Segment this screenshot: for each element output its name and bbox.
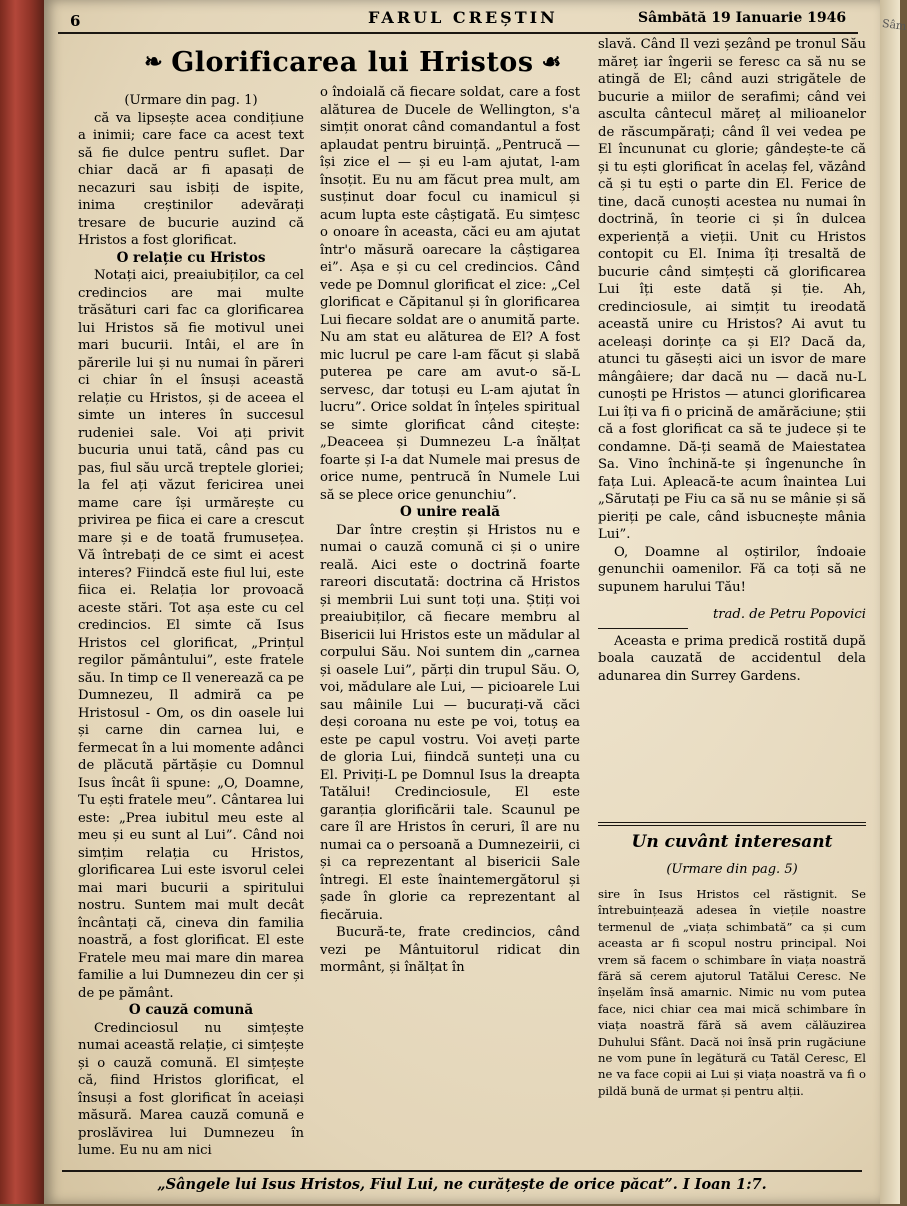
box-body	[598, 886, 866, 1099]
divider	[598, 628, 688, 629]
paragraph: Credinciosul nu simțește numai această relație, ci simțește și o cauză comună. El simțește că, fiind Hristos glorificat, el însuși a fost glorificat în aceiași măsură. Marea cauză comună e proslăvirea lui Dumnezeu în lume. Eu nu am nici	[78, 1020, 304, 1158]
left-ornament-icon: ❧	[144, 49, 164, 75]
box-title: Un cuvânt interesant	[598, 822, 866, 852]
article-title-text: Glorificarea lui Hristos	[171, 46, 534, 78]
next-page-edge	[880, 0, 907, 1204]
book-binding	[0, 0, 44, 1204]
paragraph: O, Doamne al oștirilor, îndoaie genunchii oamenilor. Fă ca toți să ne supunem harului Tău!	[598, 544, 866, 595]
column-2	[320, 84, 580, 977]
subheading: O unire reală	[400, 504, 500, 520]
paragraph: slavă. Când Il vezi șezând pe tronul Său măreț iar îngerii se feresc ca să nu se atingă de El; când auzi strigătele de bucurie a miilor de serafimi; când vei asculta cântecul măreț al milioanelor de răscumpărați; când îl vei vedea pe El încununat cu glorie; gândește-te că și tu ești glorificat în acelaș fel, văzând că și tu ești o parte din El. Ferice de tine, dacă cunoști acestea nu numai în doctrină, în teorie ci și în dulcea experiență a vieții. Unit cu Hristos contopit cu El. Inima îți tresaltă de bucurie când simțești că glorificarea Lui îți este dată și ție. Ah, credinciosule, ai simțit tu ireodată această unire cu Hristos? Ai avut tu aceleași dorințe ca și El? Dacă da, atunci tu găsești aici un isvor de mare mângâiere; dar dacă nu — dacă nu-L cunoști pe Hristos — atunci glorificarea Lui îți va fi o pricină de amărăciune; știi că a fost glorificat ca să te judece și te condamne. Dă-ți seamă de Maiestatea Sa. Vino închină-te și îngenunche în fața Lui. Apleacă-te acum înaintea Lui „Sărutați pe Fiu ca să nu se mânie și să pieriți pe cale, când isbucnește mânia Lui”.	[598, 37, 866, 542]
article-title	[92, 40, 614, 84]
page-header	[58, 6, 858, 34]
column-3	[598, 36, 866, 685]
box-continued-note: (Urmare din pag. 5)	[666, 862, 798, 877]
translator-signature: trad. de Petru Popovici	[712, 607, 866, 622]
footer-verse: „Sângele lui Isus Hristos, Fiul Lui, ne curățește de orice păcat”. I Ioan 1:7.	[62, 1170, 862, 1206]
issue-date: Sâmbătă 19 Ianuarie 1946	[638, 10, 847, 26]
paragraph: Bucură-te, frate credincios, când vezi pe Mântuitorul ridicat din mormânt, și înălțat în	[320, 925, 580, 975]
paragraph: o îndoială că fiecare soldat, care a fost alăturea de Ducele de Wellington, s'a simțit onorat când comandantul a fost aplaudat pentru biruință. „Pentrucă — își zice el — și eu l-am ajutat, l-am însoțit. Eu nu am făcut prea mult, am susținut doar focul cu inamicul și acum lupta este câștigată. Eu simțesc o onoare în aceasta, căci eu am ajutat într'o măsură oarecare la câștigarea ei”. Așa e și cu cel credincios. Când vede pe Domnul glorificat el zice: „Cel glorificat e Căpitanul și în glorificarea Lui fiecare soldat are o anumită parte. Nu am stat eu alăturea de El? A fost mic lucrul pe care l-am făcut și slabă puterea pe care am avut-o să-L servesc, dar totuși eu L-am ajutat în lucru”. Orice soldat în înțeles spiritual se simte glorificat când citește: „Deaceea și Dumnezeu L-a înălțat foarte și I-a dat Numele mai presus de orice nume, pentrucă în Numele Lui să se plece orice genunchiu”.	[320, 85, 580, 503]
paragraph: Dar între creștin și Hristos nu e numai o cauză comună ci și o unire reală. Aici este o doctrină foarte rareori discutată: doctrina că Hristos și membrii Lui sunt toți una. Știți voi preaiubiților, că fiecare membru al Bisericii lui Hristos este un mădular al corpului Său. Noi suntem din „carnea și oasele Lui”, părți din trupul Său. O, voi, mădulare ale Lui, — picioarele Lui sau mâinile Lui — bucurați-vă căci deși coroana nu este pe voi, totuș ea este pe capul vostru. Voi aveți parte de gloria Lui, fiindcă sunteți una cu El. Priviți-L pe Domnul Isus la dreapta Tatălui! Credinciosule, El este garanția glorificării tale. Scaunul pe care îl are Hristos în ceruri, îl are nu numai ca o persoană a Dumnezeirii, ci și ca reprezentant al bisericii Sale întregi. El este înaintemergătorul și șade în glorie ca reprezentant al fiecăruia.	[320, 522, 580, 923]
subheading: O cauză comună	[128, 1002, 254, 1018]
paragraph: că va lipsește acea condițiune a inimii; care face ca acest text să fie dulce pentru suflet. Dar chiar dacă ar fi apasați de necazuri sau isbiți de ispite, inima creștinilor adevărați tresare de bucurie auzind că Hristos a fost glorificat.	[78, 110, 304, 248]
edge-text: Sâm	[881, 16, 907, 34]
page-number: 6	[70, 12, 81, 30]
column-1	[78, 92, 304, 1160]
continued-note: (Urmare din pag. 1)	[124, 93, 258, 108]
box-paragraph: sire în Isus Hristos cel răstignit. Se întrebuințează adesea în viețile noastre termenul de „viața schimbată” ca și cum aceasta ar fi scopul nostru principal. Noi vrem să facem o schimbare în viața noastră fără să cerem ajutorul Tatălui Ceresc. Ne înșelăm însă amarnic. Nimic nu vom putea face, nici chiar cea mai mică schimbare în viața noastră fără să avem călăuzirea Duhului Sfânt. Dacă noi însă prin rugăciune ne vom pune în legătură cu Tatăl Ceresc, El ne va face copii ai Lui și viața noastră va fi o pildă bună de urmat și pentru alții.	[598, 887, 866, 1098]
paragraph: Notați aici, preaiubiților, ca cel credincios are mai multe trăsături cari fac ca glorificarea lui Hristos să fie motivul unei mari bucurii. Intâi, el are în părerile lui și nu numai în păreri ci chiar în el însuși această relație cu Hristos, și de aceea el simte un interes în succesul rudeniei sale. Voi ați privit bucuria unui tată, când pas cu pas, fiul său urcă treptele gloriei; la fel ați văzut fericirea unei mame care își urmărește cu privirea pe fiica ei care a crescut mare și e de toată frumusețea. Vă întrebați de ce simt ei acest interes? Fiindcă este fiul lui, este fiica ei. Relația lor provoacă aceste stări. Tot așa este cu cel credincios. El simte că Isus Hristos cel glorificat, „Prințul regilor pământului”, este fratele său. In timp ce Il venerează ca pe Dumnezeu, Il admiră ca pe Hristosul - Om, os din oasele lui și carne din carnea lui, e fermecat în a lui momente adânci de plăcută părtășie cu Domnul Isus încât îi spune: „O, Doamne, Tu ești fratele meu”. Cântarea lui este: „Prea iubitul meu este al meu și eu sunt al Lui”. Când noi simțim relația cu Hristos, glorificarea Lui este isvorul celei mai mari bucurii a spiritului nostru. Suntem mai mult decât încântați că, cineva din familia noastră, a fost glorificat. El este Fratele meu mai mare din marea familie a lui Dumnezeu din cer și de pe pământ.	[78, 268, 304, 1001]
newspaper-name: FARUL CREȘTIN	[368, 8, 558, 27]
right-ornament-icon: ☙	[541, 49, 562, 75]
subheading: O relație cu Hristos	[116, 249, 266, 266]
editor-note: Aceasta e prima predică rostită după boala cauzată de accidentul dela adunarea din Surrey Gardens.	[598, 633, 866, 684]
